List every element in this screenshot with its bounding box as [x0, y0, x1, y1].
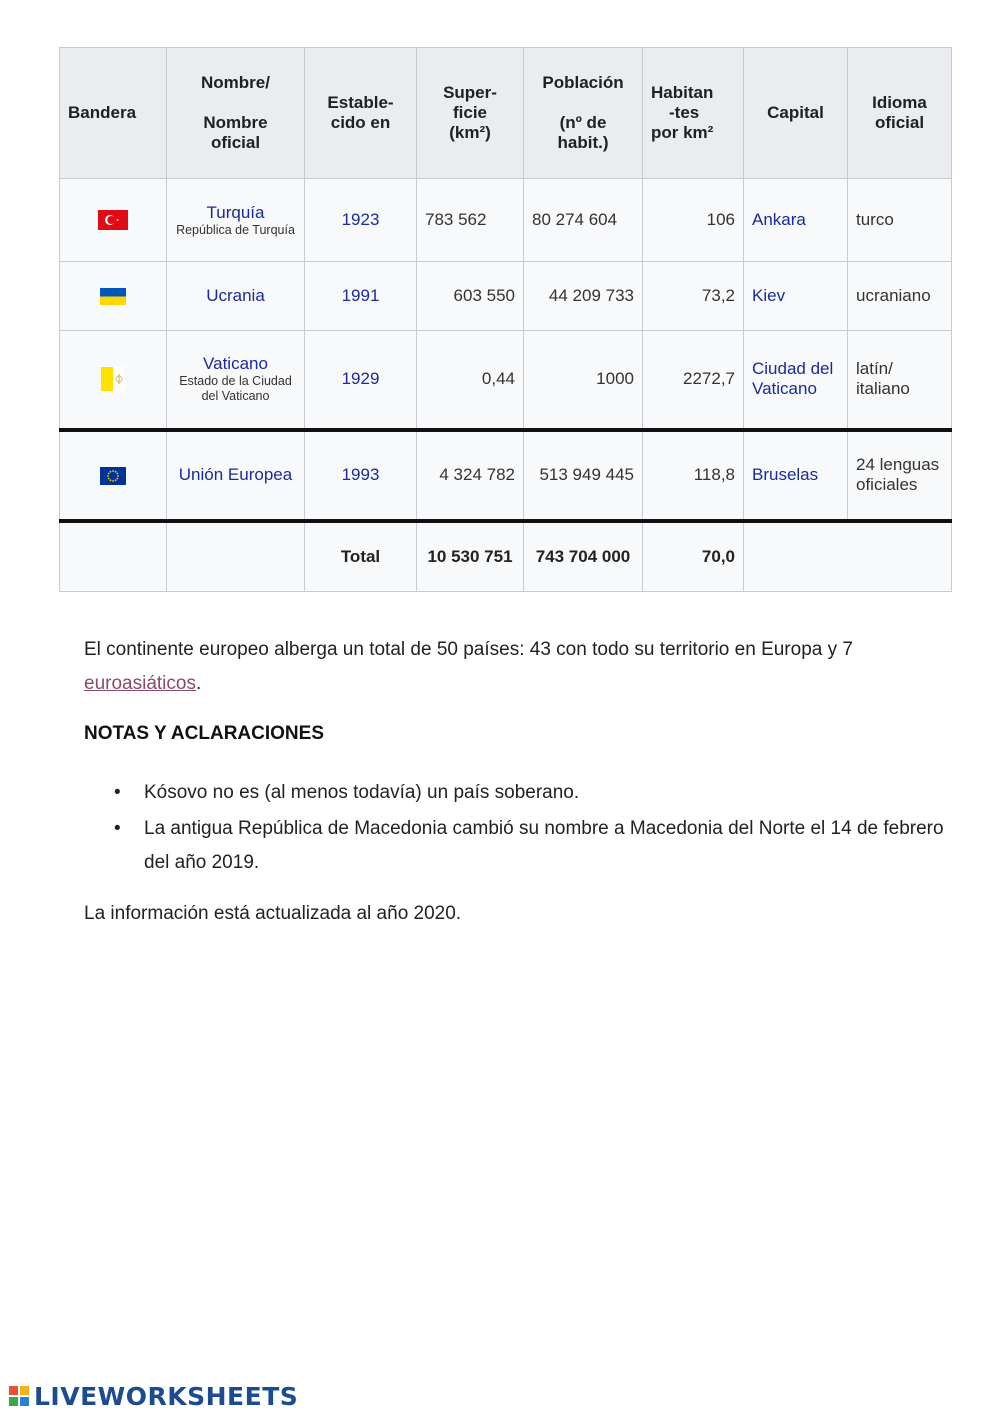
- bullet-icon: •: [114, 818, 121, 839]
- country-link-ukraine[interactable]: Ucrania: [206, 286, 265, 305]
- population-cell: 80 274 604: [524, 179, 643, 262]
- language-cell: latín/ italiano: [848, 331, 952, 430]
- population-cell: 513 949 445: [524, 430, 643, 521]
- bullet-icon: •: [114, 782, 121, 803]
- list-item: • Kósovo no es (al menos todavía) un país soberano.: [84, 776, 944, 810]
- name-cell: [167, 179, 305, 262]
- table-header-row: [60, 48, 952, 179]
- capital-link[interactable]: Bruselas: [744, 430, 848, 521]
- liveworksheets-logo: [8, 1381, 298, 1411]
- capital-link[interactable]: Ankara: [744, 179, 848, 262]
- ukraine-flag-icon: [100, 288, 126, 305]
- header-area: Super- ficie (km²): [417, 48, 524, 179]
- empty-cell: [60, 521, 167, 592]
- header-flag: Bandera: [60, 48, 167, 179]
- flag-cell: [60, 430, 167, 521]
- table-row-eu: [60, 430, 952, 521]
- area-cell: 783 562: [417, 179, 524, 262]
- total-density: 70,0: [643, 521, 744, 592]
- capital-link[interactable]: Kiev: [744, 262, 848, 331]
- footer-note: La información está actualizada al año 2020.: [84, 903, 462, 924]
- capital-link[interactable]: Ciudad del Vaticano: [744, 331, 848, 430]
- eu-flag-icon: [100, 467, 126, 485]
- country-link-eu[interactable]: Unión Europea: [178, 465, 293, 484]
- table-total-row: [60, 521, 952, 592]
- logo-text: LIVEWORKSHEETS: [34, 1381, 299, 1411]
- total-population: 743 704 000: [524, 521, 643, 592]
- notes-heading: NOTAS Y ACLARACIONES: [84, 723, 324, 744]
- header-density: Habitan -tes por km²: [643, 48, 744, 179]
- empty-cell: [744, 521, 952, 592]
- population-cell: 44 209 733: [524, 262, 643, 331]
- area-cell: 4 324 782: [417, 430, 524, 521]
- language-cell: turco: [848, 179, 952, 262]
- area-cell: 0,44: [417, 331, 524, 430]
- population-cell: 1000: [524, 331, 643, 430]
- name-cell: [167, 430, 305, 521]
- language-cell: ucraniano: [848, 262, 952, 331]
- flag-cell: [60, 331, 167, 430]
- established-link[interactable]: 1923: [305, 179, 417, 262]
- table-row-vatican: [60, 331, 952, 430]
- header-name: Nombre/ Nombre oficial: [167, 48, 305, 179]
- countries-table: [59, 47, 952, 592]
- country-link-turkey[interactable]: Turquía: [206, 202, 265, 222]
- euroasiaticos-link[interactable]: euroasiáticos: [84, 673, 196, 694]
- name-cell: [167, 262, 305, 331]
- density-cell: 118,8: [643, 430, 744, 521]
- table-row-ukraine: [60, 262, 952, 331]
- turkey-flag-icon: [98, 210, 128, 230]
- header-language: Idioma oficial: [848, 48, 952, 179]
- header-established: Estable- cido en: [305, 48, 417, 179]
- density-cell: 73,2: [643, 262, 744, 331]
- established-link[interactable]: 1993: [305, 430, 417, 521]
- density-cell: 2272,7: [643, 331, 744, 430]
- flag-cell: [60, 179, 167, 262]
- vatican-flag-icon: [101, 367, 125, 391]
- name-cell: [167, 331, 305, 430]
- language-cell: 24 lenguas oficiales: [848, 430, 952, 521]
- official-name: Estado de la Ciudad del Vaticano: [179, 374, 292, 404]
- established-link[interactable]: 1929: [305, 331, 417, 430]
- header-population: Población (nº de habit.): [524, 48, 643, 179]
- area-cell: 603 550: [417, 262, 524, 331]
- total-area: 10 530 751: [417, 521, 524, 592]
- total-label: Total: [305, 521, 417, 592]
- logo-cube-icon: [8, 1384, 30, 1408]
- intro-paragraph: El continente europeo alberga un total de 50 países: 43 con todo su territorio en Europa y 7 euroasiáticos.: [84, 639, 853, 694]
- country-link-vatican[interactable]: Vaticano: [203, 354, 268, 374]
- list-item: • La antigua República de Macedonia cambió su nombre a Macedonia del Norte el 14 de febrero del año 2019.: [84, 812, 944, 880]
- official-name: República de Turquía: [176, 222, 295, 237]
- density-cell: 106: [643, 179, 744, 262]
- header-capital: Capital: [744, 48, 848, 179]
- flag-cell: [60, 262, 167, 331]
- empty-cell: [167, 521, 305, 592]
- table-row-turkey: [60, 179, 952, 262]
- notes-list: [84, 776, 944, 882]
- established-link[interactable]: 1991: [305, 262, 417, 331]
